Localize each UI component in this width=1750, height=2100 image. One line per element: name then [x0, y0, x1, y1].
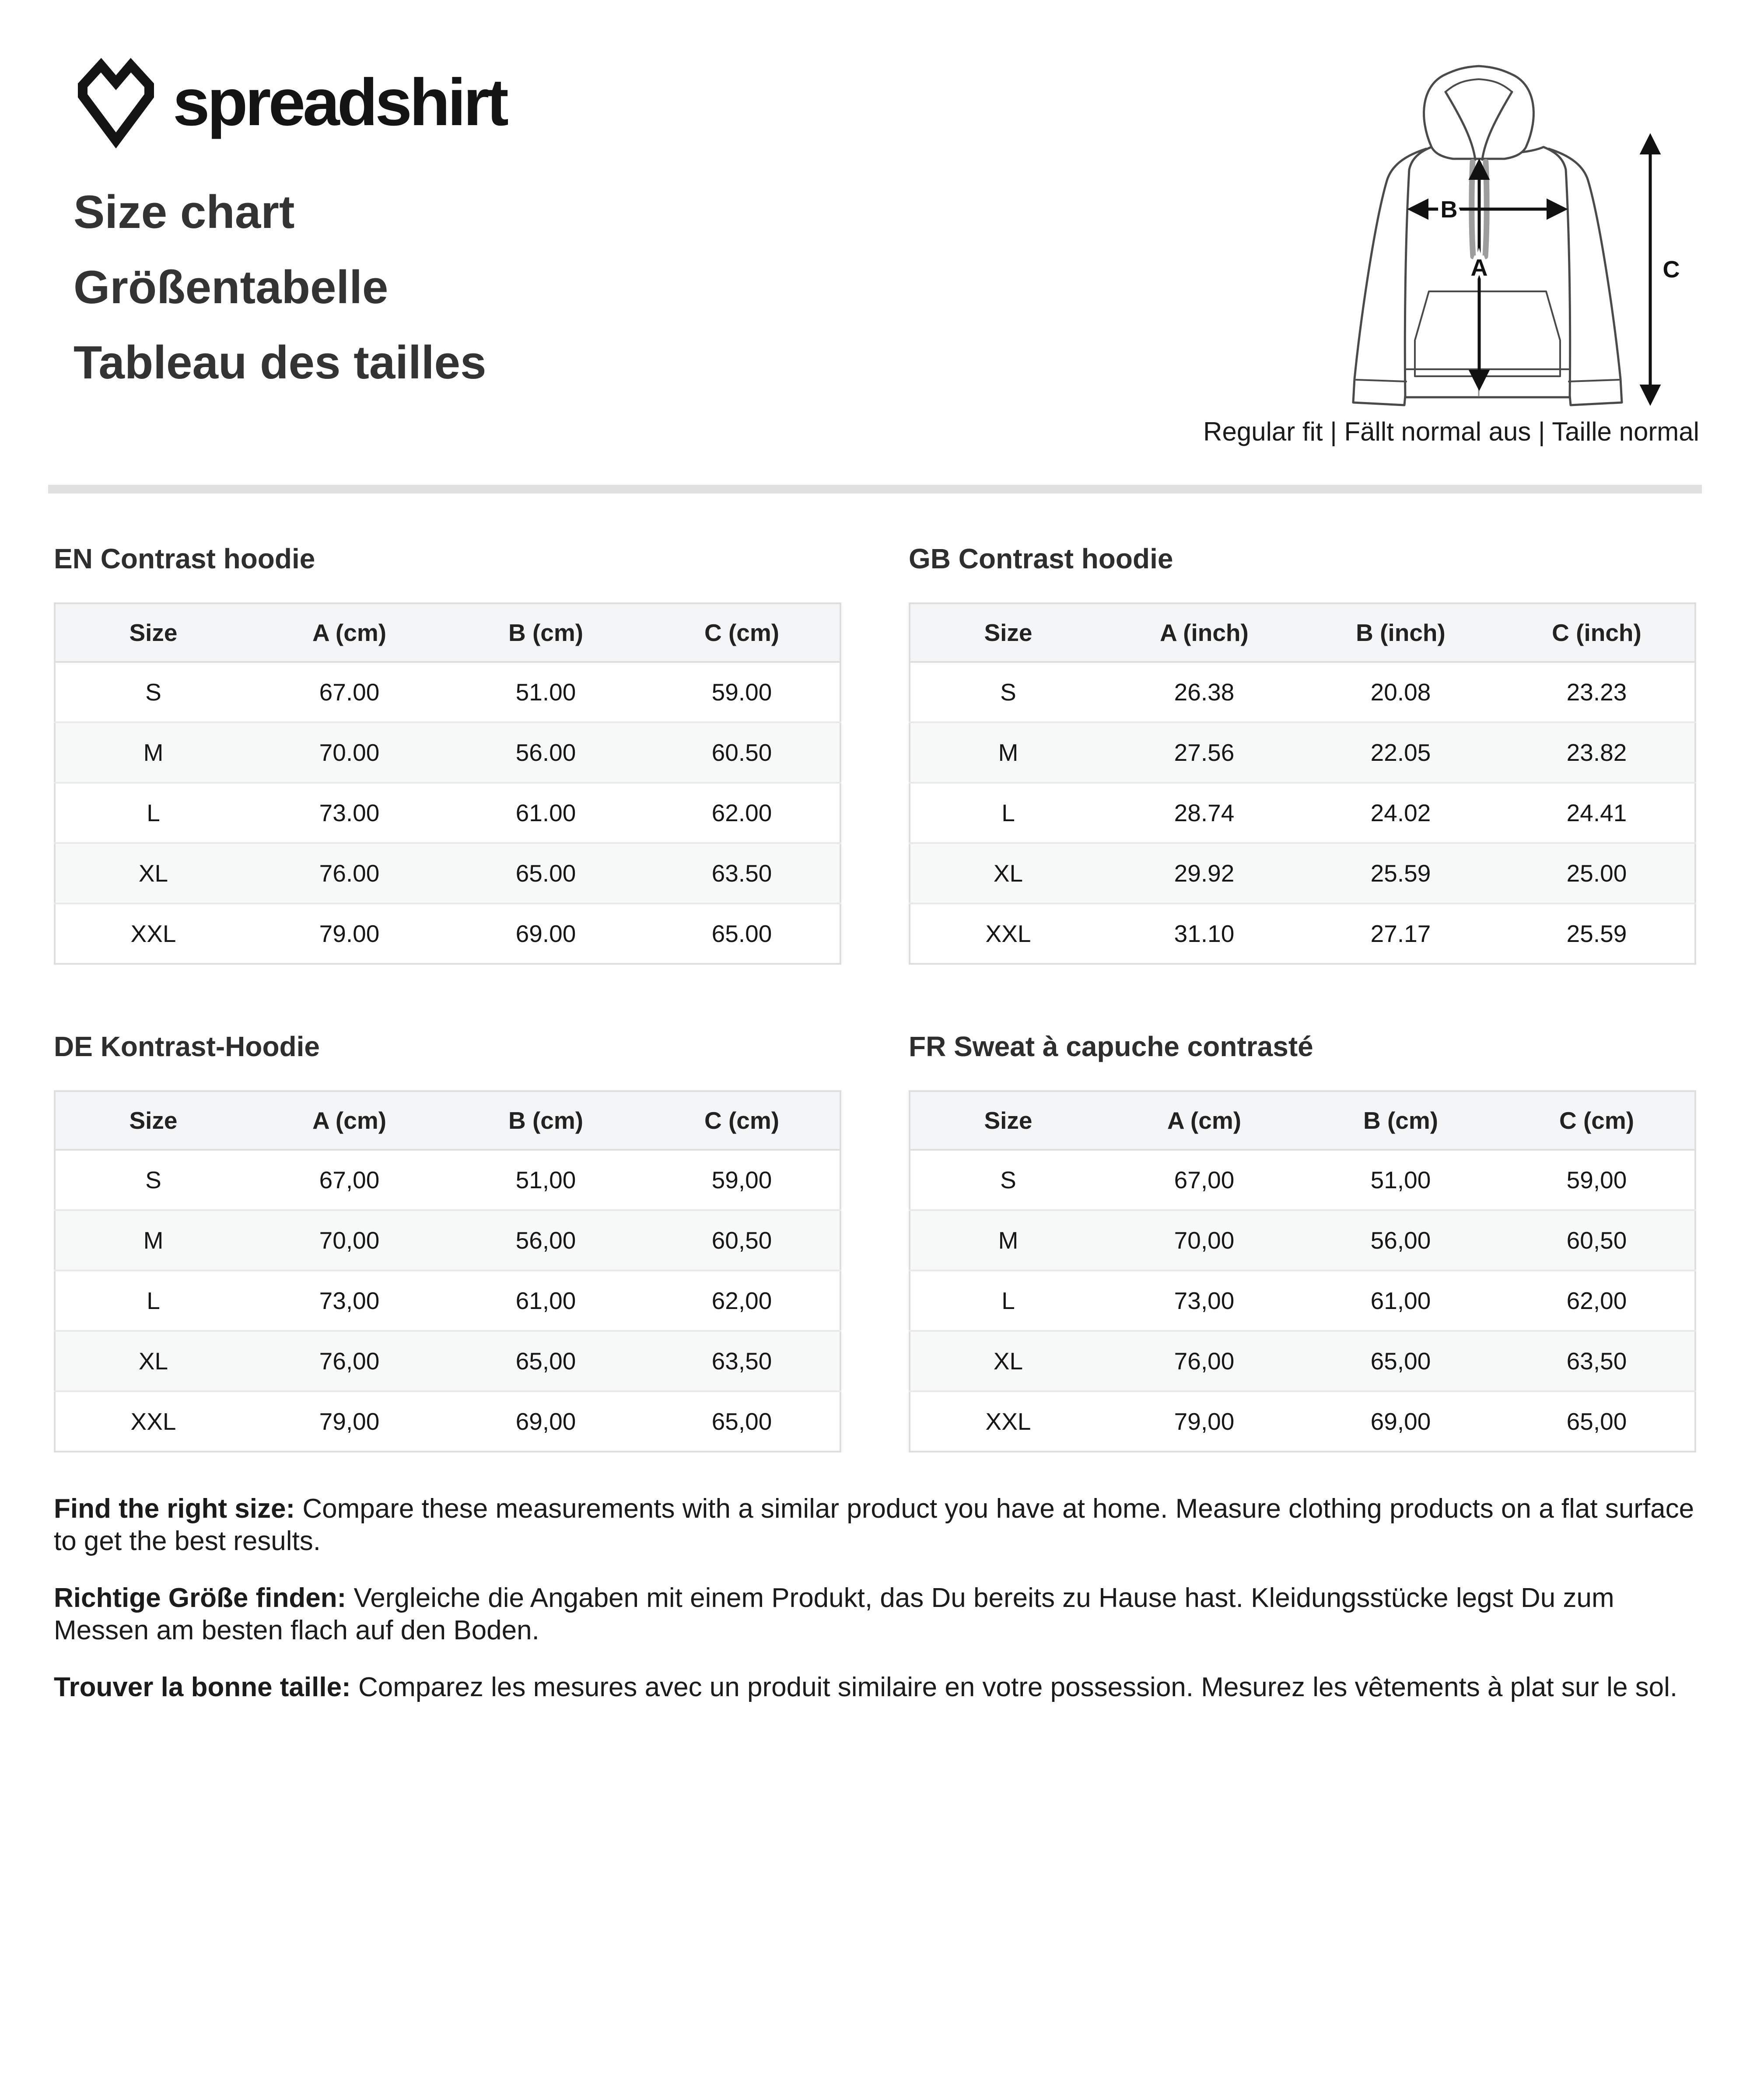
instruction-en-lead: Find the right size:	[54, 1494, 295, 1524]
table-row	[910, 662, 1695, 722]
table-row	[55, 662, 840, 722]
table-head	[910, 1091, 1695, 1150]
measure-cell: 60,50	[1499, 1210, 1695, 1270]
column-header: C (cm)	[644, 1091, 840, 1150]
header-row	[910, 603, 1695, 662]
page-title-de: Größentabelle	[74, 261, 388, 313]
table-row	[55, 783, 840, 843]
table-row	[910, 1150, 1695, 1210]
measure-cell: 24.41	[1499, 783, 1695, 843]
diagram-label-a: A	[1470, 255, 1488, 281]
table-row	[910, 1331, 1695, 1391]
spreadshirt-heart-icon	[72, 56, 160, 149]
instruction-de-lead: Richtige Größe finden:	[54, 1583, 346, 1613]
size-cell: M	[55, 722, 251, 783]
size-table-section-fr	[909, 1030, 1696, 1452]
measure-cell: 26.38	[1106, 662, 1302, 722]
table-row	[55, 1391, 840, 1452]
table-body	[910, 662, 1695, 964]
measure-cell: 79,00	[251, 1391, 448, 1452]
column-header: C (cm)	[644, 603, 840, 662]
measure-cell: 73.00	[251, 783, 448, 843]
table-row	[910, 843, 1695, 903]
instruction-de	[54, 1582, 1699, 1647]
table-row	[910, 903, 1695, 964]
brand-logo-text: spreadshirt	[173, 65, 506, 140]
measure-cell: 65.00	[448, 843, 644, 903]
column-header: B (cm)	[448, 603, 644, 662]
measure-cell: 65,00	[644, 1391, 840, 1452]
column-header: A (cm)	[1106, 1091, 1302, 1150]
measure-cell: 65,00	[1499, 1391, 1695, 1452]
measure-cell: 76,00	[1106, 1331, 1302, 1391]
table-row	[910, 1270, 1695, 1331]
table-body	[55, 1150, 840, 1452]
measure-cell: 56,00	[448, 1210, 644, 1270]
measure-cell: 51,00	[1302, 1150, 1499, 1210]
size-cell: L	[55, 1270, 251, 1331]
table-head	[55, 1091, 840, 1150]
page-title	[74, 174, 486, 400]
table-row	[910, 1391, 1695, 1452]
measure-cell: 67,00	[1106, 1150, 1302, 1210]
measure-cell: 22.05	[1302, 722, 1499, 783]
page-title-en: Size chart	[74, 186, 295, 238]
measure-cell: 25.00	[1499, 843, 1695, 903]
size-cell: XL	[910, 843, 1106, 903]
measure-cell: 61,00	[448, 1270, 644, 1331]
table-row	[55, 1150, 840, 1210]
measure-cell: 28.74	[1106, 783, 1302, 843]
measure-cell: 56.00	[448, 722, 644, 783]
measure-cell: 23.82	[1499, 722, 1695, 783]
table-row	[910, 783, 1695, 843]
measure-cell: 63,50	[644, 1331, 840, 1391]
size-cell: XXL	[55, 1391, 251, 1452]
size-tables	[54, 542, 1696, 1452]
table-body	[910, 1150, 1695, 1452]
measure-cell: 60,50	[644, 1210, 840, 1270]
table-title-fr: FR Sweat à capuche contrasté	[909, 1031, 1313, 1062]
measure-cell: 25.59	[1499, 903, 1695, 964]
page-title-fr: Tableau des tailles	[74, 336, 486, 388]
column-header: C (cm)	[1499, 1091, 1695, 1150]
instruction-en-text: Compare these measurements with a similar product you have at home. Measure clothing products on a flat surface to get the best results.	[54, 1494, 1694, 1556]
measure-cell: 70,00	[251, 1210, 448, 1270]
measure-cell: 70,00	[1106, 1210, 1302, 1270]
measure-cell: 65.00	[644, 903, 840, 964]
measure-cell: 61,00	[1302, 1270, 1499, 1331]
size-cell: L	[910, 1270, 1106, 1331]
hoodie-measurement-diagram	[1278, 52, 1698, 419]
measure-cell: 59,00	[1499, 1150, 1695, 1210]
size-cell: S	[55, 1150, 251, 1210]
measure-cell: 51,00	[448, 1150, 644, 1210]
fit-note: Regular fit | Fällt normal aus | Taille normal	[1203, 417, 1699, 446]
instruction-fr-lead: Trouver la bonne taille:	[54, 1672, 351, 1702]
measure-cell: 63.50	[644, 843, 840, 903]
measuring-instructions	[54, 1493, 1699, 1728]
measure-cell: 67,00	[251, 1150, 448, 1210]
column-header: A (cm)	[251, 1091, 448, 1150]
table-row	[55, 722, 840, 783]
table-head	[910, 603, 1695, 662]
measure-cell: 73,00	[1106, 1270, 1302, 1331]
measure-cell: 65,00	[448, 1331, 644, 1391]
measure-cell: 51.00	[448, 662, 644, 722]
size-table-de	[54, 1090, 841, 1452]
column-header: Size	[55, 1091, 251, 1150]
measure-cell: 76,00	[251, 1331, 448, 1391]
measure-cell: 29.92	[1106, 843, 1302, 903]
column-header: Size	[910, 603, 1106, 662]
measure-cell: 79,00	[1106, 1391, 1302, 1452]
table-row	[55, 1210, 840, 1270]
instruction-en	[54, 1493, 1699, 1558]
size-cell: M	[910, 722, 1106, 783]
table-head	[55, 603, 840, 662]
size-cell: XXL	[910, 903, 1106, 964]
measure-cell: 59,00	[644, 1150, 840, 1210]
measure-cell: 23.23	[1499, 662, 1695, 722]
measure-cell: 63,50	[1499, 1331, 1695, 1391]
measure-cell: 31.10	[1106, 903, 1302, 964]
size-cell: S	[55, 662, 251, 722]
measure-cell: 24.02	[1302, 783, 1499, 843]
measure-cell: 25.59	[1302, 843, 1499, 903]
instruction-de-text: Vergleiche die Angaben mit einem Produkt, das Du bereits zu Hause hast. Kleidungsstücke legst Du zum Messen am besten flach auf den Boden.	[54, 1583, 1614, 1645]
measure-cell: 69,00	[1302, 1391, 1499, 1452]
measure-cell: 69,00	[448, 1391, 644, 1452]
table-row	[55, 1331, 840, 1391]
table-row	[910, 722, 1695, 783]
column-header: A (cm)	[251, 603, 448, 662]
size-cell: S	[910, 1150, 1106, 1210]
size-cell: M	[55, 1210, 251, 1270]
measure-cell: 69.00	[448, 903, 644, 964]
column-header: C (inch)	[1499, 603, 1695, 662]
table-body	[55, 662, 840, 964]
size-table-fr	[909, 1090, 1696, 1452]
column-header: Size	[55, 603, 251, 662]
size-table-en	[54, 602, 841, 965]
size-cell: XXL	[910, 1391, 1106, 1452]
measure-cell: 20.08	[1302, 662, 1499, 722]
size-cell: XL	[55, 843, 251, 903]
diagram-label-b: B	[1440, 196, 1458, 223]
size-table-section-gb	[909, 542, 1696, 965]
measure-cell: 62,00	[1499, 1270, 1695, 1331]
diagram-label-c: C	[1662, 256, 1680, 283]
brand-logo	[72, 56, 506, 149]
size-table-gb	[909, 602, 1696, 965]
measure-cell: 62,00	[644, 1270, 840, 1331]
column-header: Size	[910, 1091, 1106, 1150]
size-cell: L	[910, 783, 1106, 843]
measure-cell: 27.56	[1106, 722, 1302, 783]
size-cell: S	[910, 662, 1106, 722]
header-row	[55, 603, 840, 662]
size-table-section-de	[54, 1030, 841, 1452]
measure-cell: 56,00	[1302, 1210, 1499, 1270]
measure-cell: 73,00	[251, 1270, 448, 1331]
measure-cell: 70.00	[251, 722, 448, 783]
header-row	[910, 1091, 1695, 1150]
column-header: A (inch)	[1106, 603, 1302, 662]
size-cell: XXL	[55, 903, 251, 964]
size-cell: L	[55, 783, 251, 843]
measure-cell: 76.00	[251, 843, 448, 903]
measure-cell: 79.00	[251, 903, 448, 964]
table-row	[910, 1210, 1695, 1270]
measure-cell: 67.00	[251, 662, 448, 722]
column-header: B (inch)	[1302, 603, 1499, 662]
header-divider	[48, 485, 1702, 494]
table-row	[55, 843, 840, 903]
measure-cell: 62.00	[644, 783, 840, 843]
table-title-de: DE Kontrast-Hoodie	[54, 1031, 320, 1062]
measure-cell: 60.50	[644, 722, 840, 783]
column-header: B (cm)	[448, 1091, 644, 1150]
instruction-fr	[54, 1671, 1699, 1704]
table-title-en: EN Contrast hoodie	[54, 543, 315, 574]
table-row	[55, 903, 840, 964]
header-row	[55, 1091, 840, 1150]
size-table-section-en	[54, 542, 841, 965]
table-row	[55, 1270, 840, 1331]
instruction-fr-text: Comparez les mesures avec un produit similaire en votre possession. Mesurez les vêtements à plat sur le sol.	[358, 1672, 1678, 1702]
measure-cell: 27.17	[1302, 903, 1499, 964]
table-title-gb: GB Contrast hoodie	[909, 543, 1173, 574]
measure-cell: 61.00	[448, 783, 644, 843]
measure-cell: 59.00	[644, 662, 840, 722]
size-cell: XL	[910, 1331, 1106, 1391]
size-cell: XL	[55, 1331, 251, 1391]
column-header: B (cm)	[1302, 1091, 1499, 1150]
measure-cell: 65,00	[1302, 1331, 1499, 1391]
size-cell: M	[910, 1210, 1106, 1270]
